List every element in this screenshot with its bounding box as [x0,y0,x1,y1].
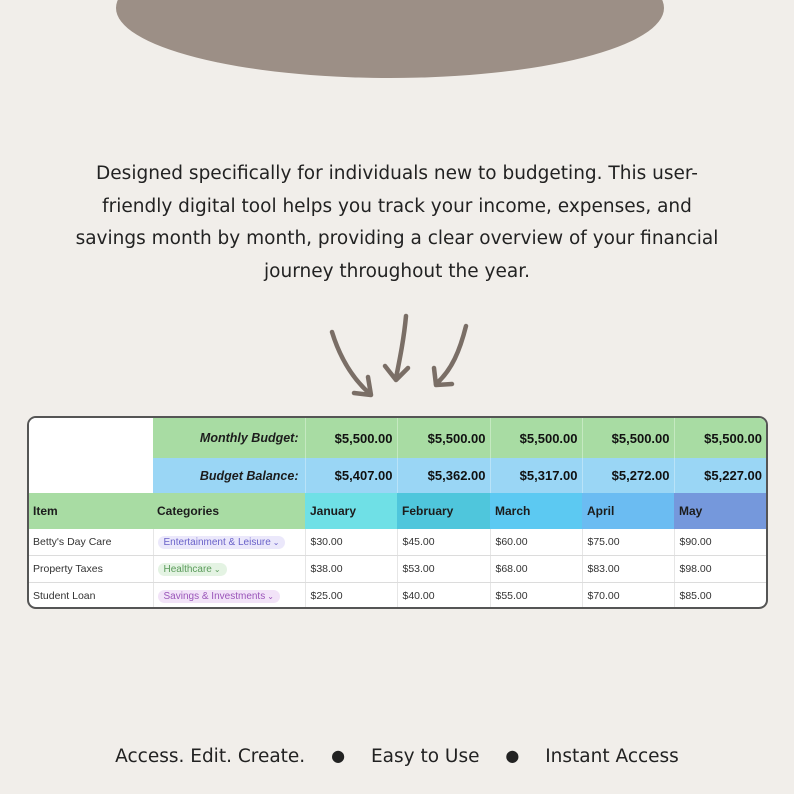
category-dropdown[interactable] [158,563,227,576]
amount-cell[interactable]: $98.00 [674,556,766,583]
column-header-item[interactable]: Item [29,493,153,529]
category-label: Entertainment & Leisure [163,536,271,548]
column-header-february[interactable]: February [397,493,490,529]
table-row [29,529,766,556]
amount-cell[interactable]: $25.00 [305,583,397,610]
feature-item: Access. Edit. Create. [115,746,306,767]
amount-cell[interactable]: $60.00 [490,529,582,556]
category-dropdown[interactable] [158,590,280,603]
amount-cell[interactable]: $30.00 [305,529,397,556]
feature-item: Easy to Use [370,746,480,767]
budget-table [29,418,766,609]
feature-list [0,746,794,767]
budget-balance-value: $5,317.00 [490,458,582,493]
monthly-budget-value[interactable]: $5,500.00 [397,418,490,458]
blank-cell [29,418,153,458]
item-cell[interactable]: Property Taxes [29,556,153,583]
category-label: Healthcare [163,563,212,575]
budget-balance-row [29,458,766,493]
column-header-categories[interactable]: Categories [153,493,305,529]
feature-item: Instant Access [545,746,679,767]
column-header-may[interactable]: May [674,493,766,529]
amount-cell[interactable]: $90.00 [674,529,766,556]
category-cell [153,529,305,556]
chevron-down-icon: ⌄ [267,591,274,601]
category-label: Savings & Investments [163,590,266,602]
budget-balance-value: $5,227.00 [674,458,766,493]
description-line: friendly digital tool helps you track your income, expenses, and [102,195,692,217]
budget-spreadsheet [27,416,768,609]
budget-balance-value: $5,407.00 [305,458,397,493]
amount-cell[interactable]: $53.00 [397,556,490,583]
category-dropdown[interactable] [158,536,286,549]
chevron-down-icon: ⌄ [213,564,221,574]
amount-cell[interactable]: $70.00 [582,583,674,610]
monthly-budget-value[interactable]: $5,500.00 [305,418,397,458]
column-header-january[interactable]: January [305,493,397,529]
bullet-icon: ● [331,746,346,765]
product-description [60,158,734,288]
budget-balance-value: $5,362.00 [397,458,490,493]
amount-cell[interactable]: $68.00 [490,556,582,583]
category-cell [153,556,305,583]
amount-cell[interactable]: $40.00 [397,583,490,610]
item-cell[interactable]: Student Loan [29,583,153,610]
budget-balance-label: Budget Balance: [153,458,305,493]
table-row [29,583,766,610]
monthly-budget-label: Monthly Budget: [153,418,305,458]
amount-cell[interactable]: $75.00 [582,529,674,556]
item-cell[interactable]: Betty's Day Care [29,529,153,556]
header-banner [116,0,664,78]
description-line: journey throughout the year. [264,260,530,282]
budget-balance-value: $5,272.00 [582,458,674,493]
monthly-budget-value[interactable]: $5,500.00 [674,418,766,458]
arrow-right-icon [436,326,466,384]
blank-cell [29,458,153,493]
amount-cell[interactable]: $45.00 [397,529,490,556]
bullet-icon: ● [505,746,520,765]
amount-cell[interactable]: $55.00 [490,583,582,610]
monthly-budget-value[interactable]: $5,500.00 [490,418,582,458]
monthly-budget-row [29,418,766,458]
column-header-march[interactable]: March [490,493,582,529]
amount-cell[interactable]: $83.00 [582,556,674,583]
header-row [29,493,766,529]
arrow-left-icon [332,332,370,394]
monthly-budget-value[interactable]: $5,500.00 [582,418,674,458]
column-header-april[interactable]: April [582,493,674,529]
table-row [29,556,766,583]
chevron-down-icon: ⌄ [272,537,280,547]
category-cell [153,583,305,610]
amount-cell[interactable]: $85.00 [674,583,766,610]
description-line: Designed specifically for individuals new to budgeting. This user- [96,163,698,184]
amount-cell[interactable]: $38.00 [305,556,397,583]
arrows-down-icon [320,308,480,403]
description-line: savings month by month, providing a clear overview of your financial [75,228,719,249]
